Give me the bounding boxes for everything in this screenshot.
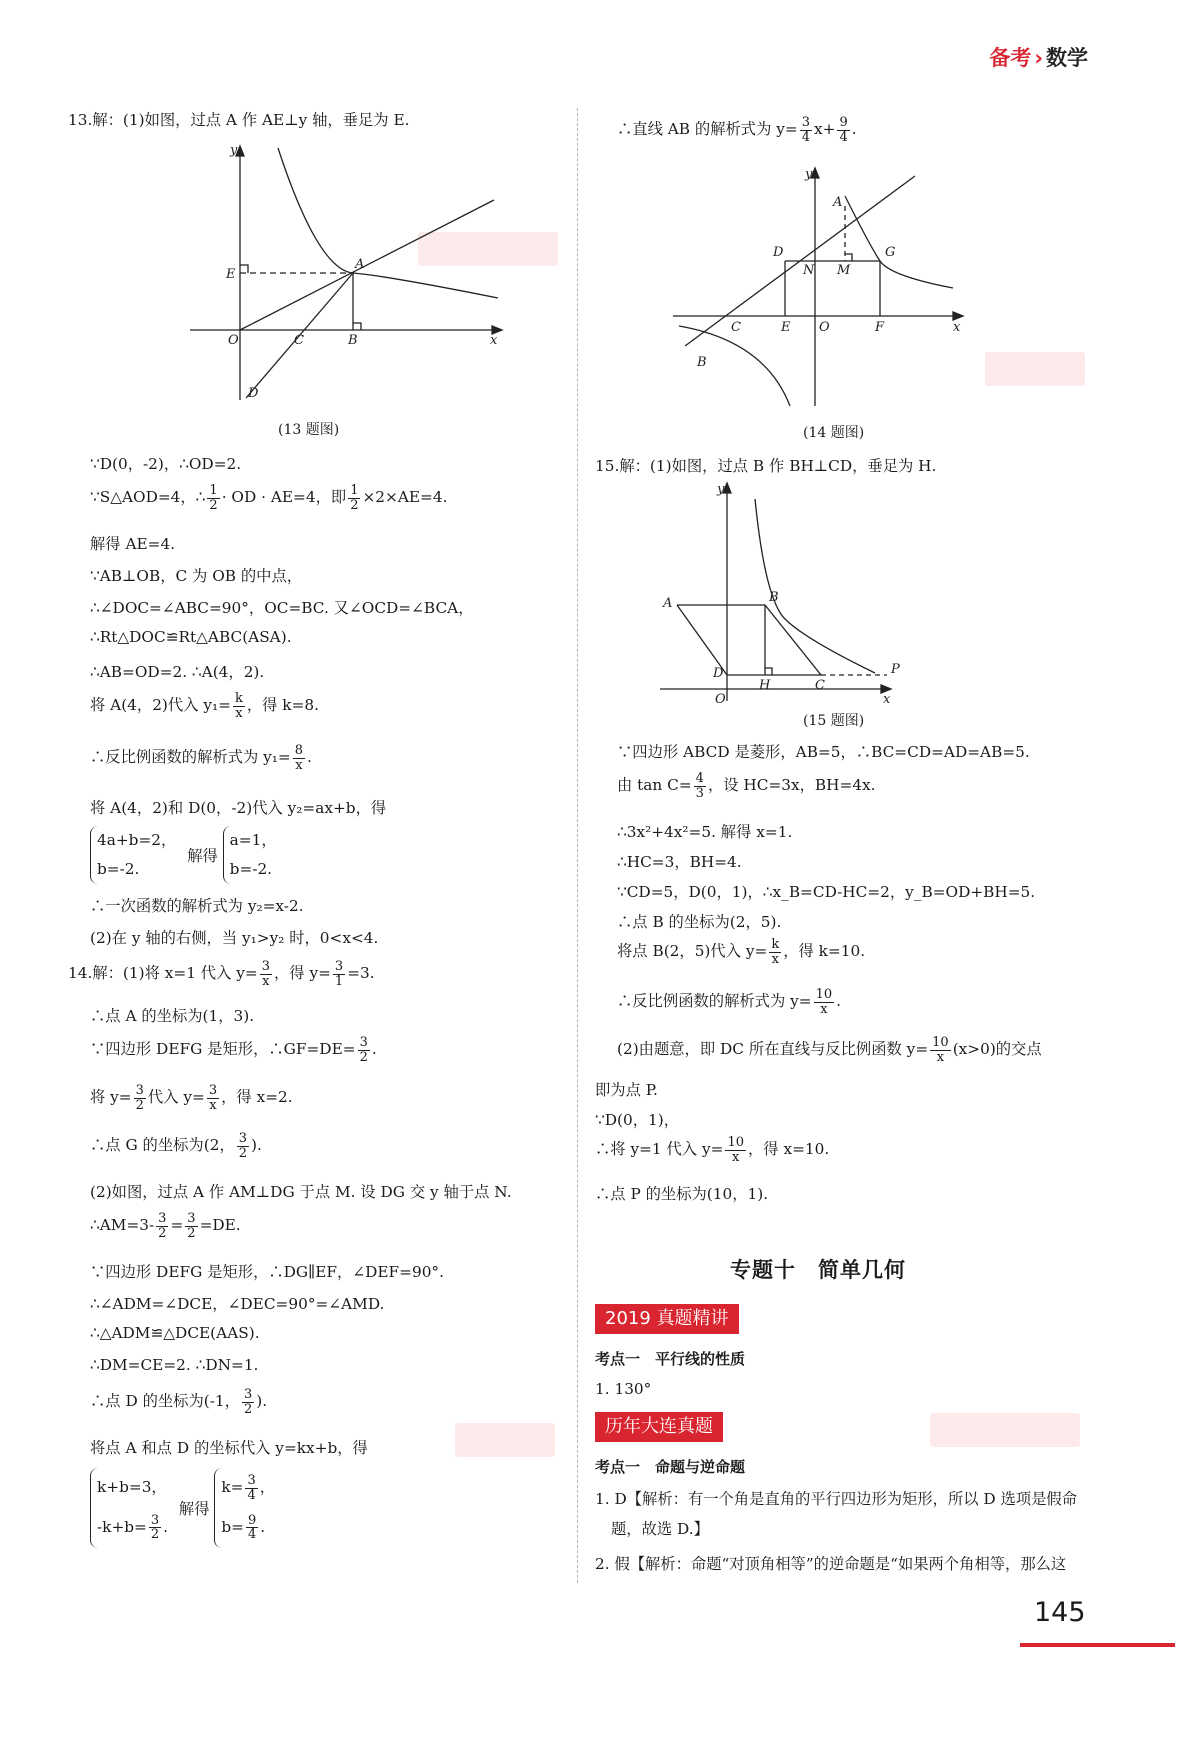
q15-line-9: (2)由题意，即 DC 所在直线与反比例函数 y= $\frac{10}{x}$ (x>0)的交点	[617, 1035, 1042, 1065]
q14-line-2: ∴点 A 的坐标为(1，3).	[90, 1007, 255, 1025]
scan-blot	[930, 1413, 1080, 1447]
f15-label-p: P	[891, 662, 900, 677]
kp1-heading: 考点一 平行线的性质	[595, 1350, 746, 1368]
frac-10-x: $\frac{10}{x}$	[727, 1135, 744, 1165]
f15-label-a: A	[663, 596, 673, 611]
q15-line-7: 将点 B(2，5)代入 y= $\frac{k}{x}$ ，得 k=10.	[617, 937, 866, 967]
frac-3-4: $\frac{3}{4}$	[247, 1472, 256, 1503]
q15-line-8: ∴反比例函数的解析式为 y= $\frac{10}{x}$ .	[617, 987, 842, 1017]
frac-8-x: $\frac{8}{x}$	[294, 743, 304, 773]
scan-blot	[455, 1423, 555, 1457]
q13-line-5: ∴∠DOC=∠ABC=90°，OC=BC. 又∠OCD=∠BCA，	[90, 599, 474, 617]
f15-label-b: B	[769, 590, 779, 605]
f14-label-b: B	[697, 355, 707, 370]
kp2-answer-2: 2. 假【解析：命题“对顶角相等”的逆命题是“如果两个角相等，那么这	[595, 1555, 1067, 1573]
f13-label-o: O	[228, 333, 239, 348]
figure-15	[635, 479, 945, 709]
q15-line-4: ∴HC=3，BH=4.	[617, 853, 742, 871]
q15-line-12: ∴将 y=1 代入 y= $\frac{10}{x}$ ，得 x=10.	[595, 1135, 830, 1165]
kp1-answer: 1. 130°	[595, 1380, 652, 1398]
q14-line-8: ∵四边形 DEFG 是矩形，∴DG∥EF，∠DEF=90°.	[90, 1263, 444, 1281]
frac-3-2: $\frac{3}{2}$	[359, 1035, 368, 1065]
page-header	[989, 42, 1088, 72]
q14-line-1: 14.解：(1)将 x=1 代入 y= $\frac{3}{x}$ ，得 y= $\frac{3}{1}$ =3.	[68, 959, 375, 989]
chevron-right-icon: ›	[1034, 46, 1043, 70]
q14-line-13: 将点 A 和点 D 的坐标代入 y=kx+b，得	[90, 1439, 368, 1457]
q14-line-9: ∴∠ADM=∠DCE，∠DEC=90°=∠AMD.	[90, 1295, 385, 1313]
frac-3-x: $\frac{3}{x}$	[261, 959, 270, 989]
q15-intro: 15.解：(1)如图，过点 B 作 BH⊥CD，垂足为 H.	[595, 457, 937, 475]
kp2-answer-1: 1. D【解析：有一个角是直角的平行四边形为矩形，所以 D 选项是假命题，故选 D.】	[595, 1490, 1078, 1538]
q13-line-9: ∴反比例函数的解析式为 y₁= $\frac{8}{x}$ .	[90, 743, 312, 773]
f15-label-h: H	[759, 678, 771, 693]
frac-k-x: $\frac{k}{x}$	[771, 937, 780, 967]
f15-label-o: O	[715, 692, 726, 707]
q13-line-4: ∵AB⊥OB，C 为 OB 的中点，	[90, 567, 303, 585]
q13-line-10: 将 A(4，2)和 D(0，-2)代入 y₂=ax+b，得	[90, 799, 387, 817]
q14-line-7: ∴AM=3- $\frac{3}{2}$ = $\frac{3}{2}$ =DE.	[90, 1211, 241, 1241]
q13-intro: 13.解：(1)如图，过点 A 作 AE⊥y 轴，垂足为 E.	[68, 111, 410, 129]
f13-label-e: E	[226, 267, 236, 282]
frac-half: $\frac{1}{2}$	[350, 483, 359, 513]
figure-13	[178, 140, 508, 410]
q15-line-5: ∵CD=5，D(0，1)，∴x_B=CD-HC=2，y_B=OD+BH=5.	[617, 883, 1036, 901]
q14-line-3: ∵四边形 DEFG 是矩形，∴GF=DE= $\frac{3}{2}$ .	[90, 1035, 377, 1065]
q15-line-10: 即为点 P.	[595, 1081, 658, 1099]
f15-label-y: y	[717, 482, 725, 497]
q14-caption: (14 题图)	[803, 425, 865, 441]
f13-label-b: B	[348, 333, 358, 348]
q13-line-6: ∴Rt△DOC≌Rt△ABC(ASA).	[90, 628, 292, 646]
f14-label-g: G	[885, 245, 896, 260]
f14-label-e: E	[781, 320, 791, 335]
q15-line-1: ∵四边形 ABCD 是菱形，AB=5，∴BC=CD=AD=AB=5.	[617, 743, 1030, 761]
section-badge-2019: 2019 真题精讲	[595, 1304, 739, 1334]
f13-label-c: C	[294, 333, 304, 348]
q13-system: 4a+b=2， b=-2. 解得 a=1， b=-2.	[68, 826, 283, 884]
kp2-heading: 考点一 命题与逆命题	[595, 1458, 746, 1476]
q13-caption: (13 题图)	[278, 422, 340, 438]
f13-label-x: x	[490, 333, 498, 348]
frac-9-4: $\frac{9}{4}$	[839, 115, 848, 145]
q13-line-11: ∴一次函数的解析式为 y₂=x-2.	[90, 897, 304, 915]
f14-label-a: A	[833, 195, 843, 210]
frac-3-2: $\frac{3}{2}$	[158, 1211, 167, 1241]
frac-3-2: $\frac{3}{2}$	[238, 1131, 248, 1161]
q14-line-11: ∴DM=CE=2. ∴DN=1.	[90, 1356, 259, 1374]
f14-label-c: C	[731, 320, 741, 335]
scan-blot	[985, 352, 1085, 386]
frac-half: $\frac{1}{2}$	[209, 483, 218, 513]
frac-9-4: $\frac{9}{4}$	[248, 1512, 257, 1543]
f14-label-o: O	[819, 320, 830, 335]
frac-3-2: $\frac{3}{2}$	[135, 1083, 144, 1113]
q15-caption: (15 题图)	[803, 713, 865, 729]
equation-system: 4a+b=2， b=-2.	[90, 826, 182, 884]
topic-title: 专题十 简单几何	[730, 1258, 906, 1282]
frac-3-4: $\frac{3}{4}$	[801, 115, 810, 145]
q14-system: k+b=3， -k+b= $\frac{3}{2}$ . 解得 k= $\frac{3}{4}$ ， b= $\frac{9}{4}$ .	[68, 1468, 281, 1548]
q13-line-8: 将 A(4，2)代入 y₁= $\frac{k}{x}$ ，得 k=8.	[90, 691, 319, 721]
frac-3-2: $\frac{3}{2}$	[187, 1211, 196, 1241]
f13-label-y: y	[230, 143, 238, 158]
q14-line-12: ∴点 D 的坐标为(-1， $\frac{3}{2}$ ).	[90, 1387, 268, 1417]
q13-line-3: 解得 AE=4.	[90, 535, 176, 553]
f13-label-d: D	[248, 386, 259, 401]
f14-label-m: M	[837, 263, 851, 278]
page-number-rule	[1020, 1643, 1175, 1647]
q13-line-12: (2)在 y 轴的右侧，当 y₁>y₂ 时，0<x<4.	[90, 929, 379, 947]
page-number: 145	[1034, 1597, 1086, 1628]
q13-line-1: ∵D(0，-2)，∴OD=2.	[90, 455, 242, 473]
section-badge-history: 历年大连真题	[595, 1412, 723, 1442]
f14-label-d: D	[773, 245, 784, 260]
q15-line-2: 由 tan C= $\frac{4}{3}$ ，设 HC=3x，BH=4x.	[617, 771, 876, 801]
q13-line-7: ∴AB=OD=2. ∴A(4，2).	[90, 663, 265, 681]
equation-system: a=1， b=-2.	[223, 826, 283, 884]
q14-line-10: ∴△ADM≌△DCE(AAS).	[90, 1324, 260, 1342]
q15-line-11: ∵D(0，1)，	[595, 1111, 679, 1129]
q14-line-6: (2)如图，过点 A 作 AM⊥DG 于点 M. 设 DG 交 y 轴于点 N.	[90, 1183, 512, 1201]
f15-label-c: C	[815, 678, 825, 693]
header-subject: 数学	[1046, 46, 1088, 70]
f14-label-x: x	[953, 320, 961, 335]
header-brand: 备考	[989, 46, 1032, 70]
frac-10-x: $\frac{10}{x}$	[932, 1035, 949, 1065]
q14-line-ab: ∴直线 AB 的解析式为 y= $\frac{3}{4}$ x+ $\frac{9}{4}$ .	[617, 115, 857, 145]
frac-3-x: $\frac{3}{x}$	[208, 1083, 218, 1113]
q15-line-6: ∴点 B 的坐标为(2，5).	[617, 913, 782, 931]
frac-4-3: $\frac{4}{3}$	[695, 771, 704, 801]
f15-label-x: x	[883, 692, 891, 707]
f13-label-a: A	[355, 257, 365, 272]
f14-label-y: y	[805, 167, 813, 182]
column-divider	[577, 108, 578, 1583]
frac-10-x: $\frac{10}{x}$	[815, 987, 833, 1017]
frac-3-2: $\frac{3}{2}$	[150, 1512, 160, 1543]
frac-3-2: $\frac{3}{2}$	[243, 1387, 253, 1417]
q14-line-5: ∴点 G 的坐标为(2， $\frac{3}{2}$ ).	[90, 1131, 262, 1161]
q15-line-3: ∴3x²+4x²=5. 解得 x=1.	[617, 823, 793, 841]
q14-line-4: 将 y= $\frac{3}{2}$ 代入 y= $\frac{3}{x}$ ，得 x=2.	[90, 1083, 293, 1113]
f14-label-n: N	[803, 263, 815, 278]
frac-k-x: $\frac{k}{x}$	[234, 691, 243, 721]
f15-label-d: D	[713, 666, 724, 681]
frac-3-1: $\frac{3}{1}$	[334, 959, 344, 989]
figure-14	[665, 166, 975, 416]
f14-label-f: F	[875, 320, 885, 335]
q15-line-13: ∴点 P 的坐标为(10，1).	[595, 1185, 769, 1203]
equation-system: k+b=3， -k+b= $\frac{3}{2}$ .	[90, 1468, 174, 1548]
q13-line-2: ∵S△AOD=4，∴ $\frac{1}{2}$ · OD · AE=4，即 $\frac{1}{2}$ ×2×AE=4.	[90, 483, 448, 513]
equation-system: k= $\frac{3}{4}$ ， b= $\frac{9}{4}$ .	[214, 1468, 281, 1548]
